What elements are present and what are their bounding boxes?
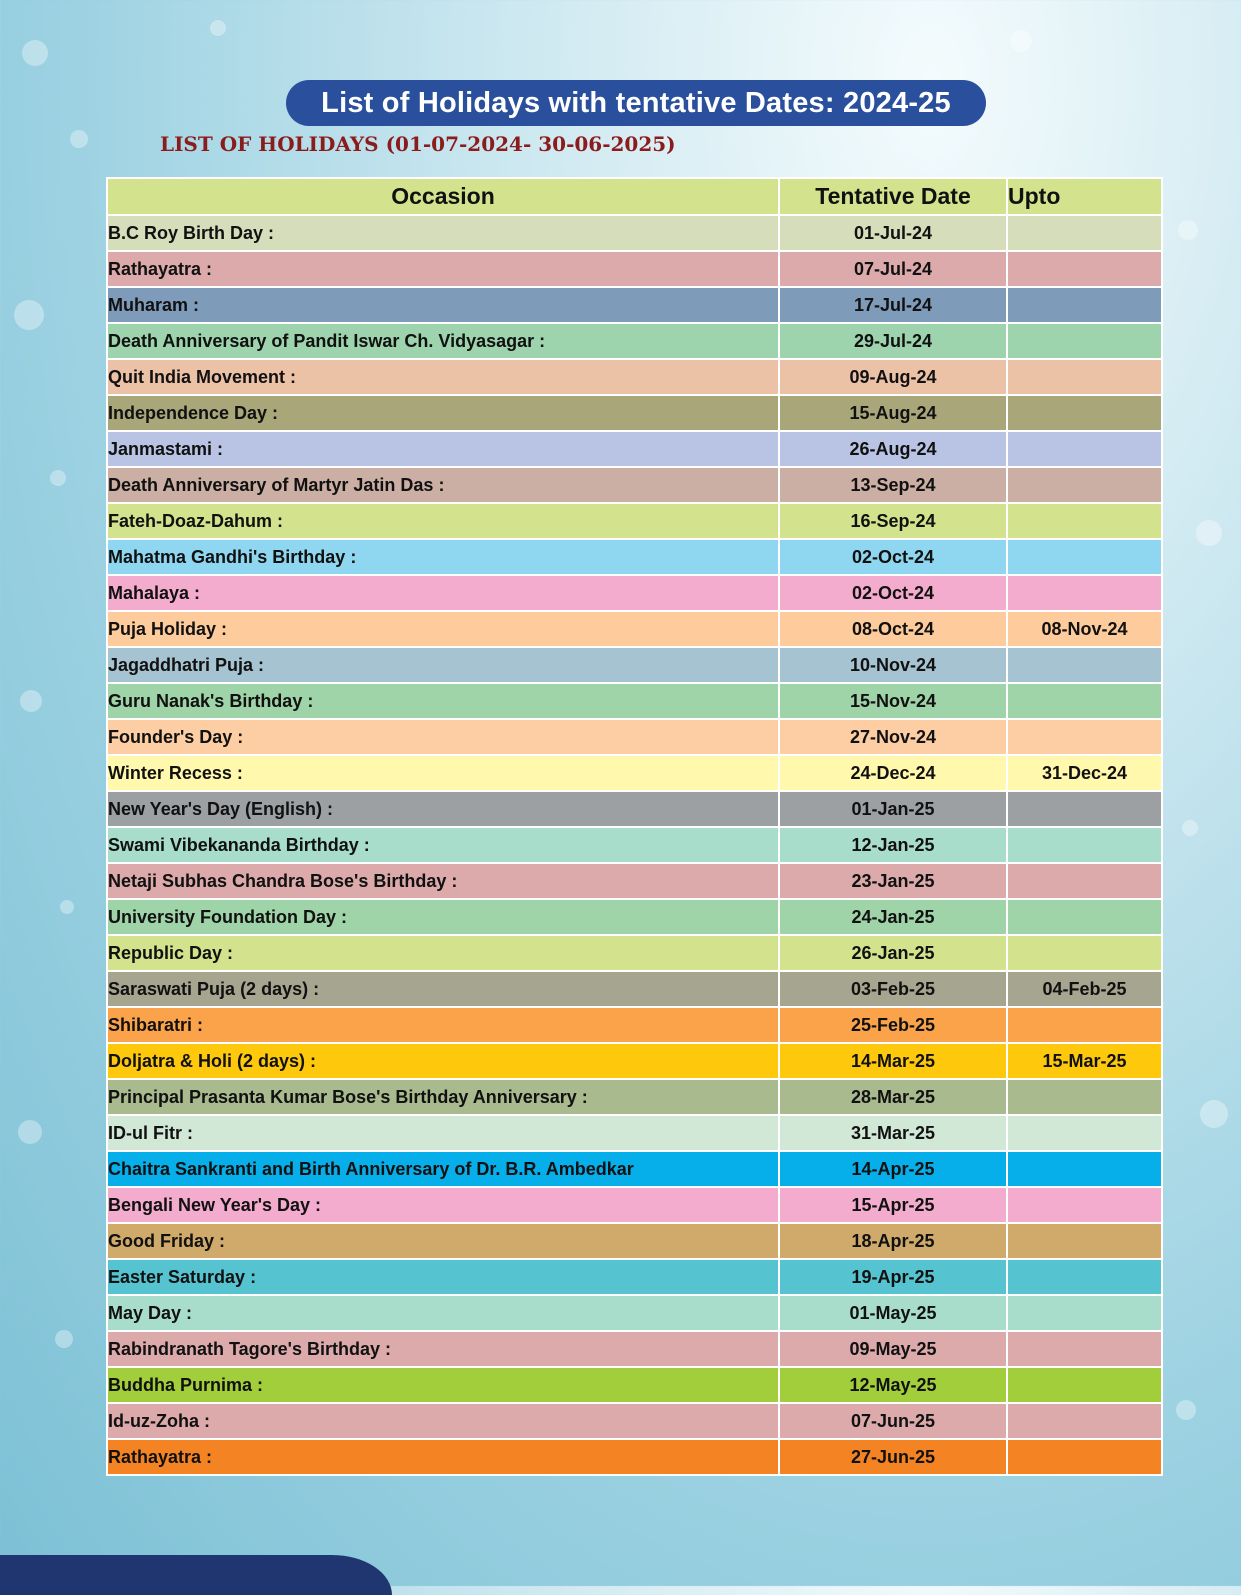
occasion-cell: Fateh-Doaz-Dahum :: [107, 503, 779, 539]
upto-cell: [1007, 899, 1162, 935]
date-cell: 18-Apr-25: [779, 1223, 1007, 1259]
column-header-date: Tentative Date: [779, 178, 1007, 215]
table-row: [107, 971, 1162, 1007]
table-row: [107, 467, 1162, 503]
date-cell: 15-Apr-25: [779, 1187, 1007, 1223]
table-row: [107, 503, 1162, 539]
footer-decoration: [0, 1555, 392, 1595]
occasion-cell: Doljatra & Holi (2 days) :: [107, 1043, 779, 1079]
occasion-cell: B.C Roy Birth Day :: [107, 215, 779, 251]
occasion-cell: Swami Vibekananda Birthday :: [107, 827, 779, 863]
upto-cell: [1007, 1223, 1162, 1259]
upto-cell: [1007, 1403, 1162, 1439]
date-cell: 02-Oct-24: [779, 539, 1007, 575]
occasion-cell: Jagaddhatri Puja :: [107, 647, 779, 683]
upto-cell: [1007, 863, 1162, 899]
upto-cell: [1007, 323, 1162, 359]
table-header-row: [107, 178, 1162, 215]
upto-cell: [1007, 1439, 1162, 1475]
upto-cell: [1007, 647, 1162, 683]
date-cell: 01-Jan-25: [779, 791, 1007, 827]
table-row: [107, 1439, 1162, 1475]
table-row: [107, 611, 1162, 647]
occasion-cell: Mahalaya :: [107, 575, 779, 611]
table-row: [107, 899, 1162, 935]
upto-cell: [1007, 1259, 1162, 1295]
occasion-cell: University Foundation Day :: [107, 899, 779, 935]
date-cell: 25-Feb-25: [779, 1007, 1007, 1043]
occasion-cell: Winter Recess :: [107, 755, 779, 791]
column-header-upto: Upto: [1007, 178, 1162, 215]
table-row: [107, 1151, 1162, 1187]
occasion-cell: Founder's Day :: [107, 719, 779, 755]
date-cell: 28-Mar-25: [779, 1079, 1007, 1115]
table-row: [107, 215, 1162, 251]
upto-cell: [1007, 719, 1162, 755]
occasion-cell: Buddha Purnima :: [107, 1367, 779, 1403]
upto-cell: [1007, 1007, 1162, 1043]
occasion-cell: ID-ul Fitr :: [107, 1115, 779, 1151]
date-cell: 01-May-25: [779, 1295, 1007, 1331]
date-cell: 03-Feb-25: [779, 971, 1007, 1007]
table-row: [107, 359, 1162, 395]
occasion-cell: Republic Day :: [107, 935, 779, 971]
table-row: [107, 827, 1162, 863]
occasion-cell: Guru Nanak's Birthday :: [107, 683, 779, 719]
table-row: [107, 1115, 1162, 1151]
occasion-cell: Netaji Subhas Chandra Bose's Birthday :: [107, 863, 779, 899]
date-cell: 24-Dec-24: [779, 755, 1007, 791]
upto-cell: [1007, 791, 1162, 827]
upto-cell: [1007, 827, 1162, 863]
page-title: List of Holidays with tentative Dates: 2024-25: [286, 80, 986, 126]
upto-cell: [1007, 1115, 1162, 1151]
page-subtitle: LIST OF HOLIDAYS (01-07-2024- 30-06-2025): [160, 132, 676, 156]
upto-cell: [1007, 1367, 1162, 1403]
upto-cell: [1007, 1331, 1162, 1367]
upto-cell: [1007, 1295, 1162, 1331]
date-cell: 26-Aug-24: [779, 431, 1007, 467]
table-row: [107, 251, 1162, 287]
upto-cell: [1007, 467, 1162, 503]
date-cell: 07-Jun-25: [779, 1403, 1007, 1439]
date-cell: 29-Jul-24: [779, 323, 1007, 359]
upto-cell: [1007, 215, 1162, 251]
upto-cell: [1007, 359, 1162, 395]
occasion-cell: Muharam :: [107, 287, 779, 323]
table-row: [107, 323, 1162, 359]
upto-cell: [1007, 935, 1162, 971]
date-cell: 16-Sep-24: [779, 503, 1007, 539]
date-cell: 10-Nov-24: [779, 647, 1007, 683]
upto-cell: [1007, 431, 1162, 467]
table-row: [107, 1295, 1162, 1331]
table-row: [107, 1259, 1162, 1295]
date-cell: 01-Jul-24: [779, 215, 1007, 251]
table-row: [107, 863, 1162, 899]
upto-cell: [1007, 1079, 1162, 1115]
date-cell: 31-Mar-25: [779, 1115, 1007, 1151]
table-row: [107, 1007, 1162, 1043]
upto-cell: 08-Nov-24: [1007, 611, 1162, 647]
upto-cell: [1007, 1151, 1162, 1187]
date-cell: 14-Apr-25: [779, 1151, 1007, 1187]
upto-cell: [1007, 251, 1162, 287]
date-cell: 27-Jun-25: [779, 1439, 1007, 1475]
occasion-cell: Rathayatra :: [107, 1439, 779, 1475]
table-row: [107, 935, 1162, 971]
table-row: [107, 287, 1162, 323]
occasion-cell: May Day :: [107, 1295, 779, 1331]
date-cell: 07-Jul-24: [779, 251, 1007, 287]
date-cell: 23-Jan-25: [779, 863, 1007, 899]
occasion-cell: Bengali New Year's Day :: [107, 1187, 779, 1223]
occasion-cell: Good Friday :: [107, 1223, 779, 1259]
occasion-cell: Rathayatra :: [107, 251, 779, 287]
upto-cell: [1007, 287, 1162, 323]
date-cell: 02-Oct-24: [779, 575, 1007, 611]
upto-cell: [1007, 395, 1162, 431]
upto-cell: 04-Feb-25: [1007, 971, 1162, 1007]
table-row: [107, 1223, 1162, 1259]
upto-cell: 15-Mar-25: [1007, 1043, 1162, 1079]
date-cell: 08-Oct-24: [779, 611, 1007, 647]
table-row: [107, 1331, 1162, 1367]
date-cell: 17-Jul-24: [779, 287, 1007, 323]
date-cell: 13-Sep-24: [779, 467, 1007, 503]
table-row: [107, 575, 1162, 611]
upto-cell: [1007, 1187, 1162, 1223]
upto-cell: [1007, 539, 1162, 575]
occasion-cell: Mahatma Gandhi's Birthday :: [107, 539, 779, 575]
date-cell: 15-Nov-24: [779, 683, 1007, 719]
date-cell: 09-Aug-24: [779, 359, 1007, 395]
table-row: [107, 719, 1162, 755]
occasion-cell: New Year's Day (English) :: [107, 791, 779, 827]
date-cell: 27-Nov-24: [779, 719, 1007, 755]
table-row: [107, 431, 1162, 467]
date-cell: 26-Jan-25: [779, 935, 1007, 971]
occasion-cell: Principal Prasanta Kumar Bose's Birthday Anniversary :: [107, 1079, 779, 1115]
occasion-cell: Easter Saturday :: [107, 1259, 779, 1295]
date-cell: 14-Mar-25: [779, 1043, 1007, 1079]
table-row: [107, 791, 1162, 827]
occasion-cell: Independence Day :: [107, 395, 779, 431]
upto-cell: 31-Dec-24: [1007, 755, 1162, 791]
date-cell: 15-Aug-24: [779, 395, 1007, 431]
occasion-cell: Janmastami :: [107, 431, 779, 467]
occasion-cell: Chaitra Sankranti and Birth Anniversary of Dr. B.R. Ambedkar: [107, 1151, 779, 1187]
occasion-cell: Quit India Movement :: [107, 359, 779, 395]
date-cell: 24-Jan-25: [779, 899, 1007, 935]
occasion-cell: Id-uz-Zoha :: [107, 1403, 779, 1439]
occasion-cell: Death Anniversary of Pandit Iswar Ch. Vidyasagar :: [107, 323, 779, 359]
occasion-cell: Shibaratri :: [107, 1007, 779, 1043]
table-row: [107, 1187, 1162, 1223]
table-row: [107, 647, 1162, 683]
table-row: [107, 683, 1162, 719]
occasion-cell: Death Anniversary of Martyr Jatin Das :: [107, 467, 779, 503]
upto-cell: [1007, 683, 1162, 719]
occasion-cell: Saraswati Puja (2 days) :: [107, 971, 779, 1007]
upto-cell: [1007, 503, 1162, 539]
table-row: [107, 755, 1162, 791]
upto-cell: [1007, 575, 1162, 611]
date-cell: 12-Jan-25: [779, 827, 1007, 863]
date-cell: 09-May-25: [779, 1331, 1007, 1367]
table-row: [107, 1403, 1162, 1439]
table-row: [107, 395, 1162, 431]
table-row: [107, 1043, 1162, 1079]
holiday-table: [106, 177, 1163, 1476]
date-cell: 12-May-25: [779, 1367, 1007, 1403]
table-row: [107, 1079, 1162, 1115]
table-row: [107, 1367, 1162, 1403]
column-header-occasion: Occasion: [107, 178, 779, 215]
date-cell: 19-Apr-25: [779, 1259, 1007, 1295]
occasion-cell: Puja Holiday :: [107, 611, 779, 647]
occasion-cell: Rabindranath Tagore's Birthday :: [107, 1331, 779, 1367]
table-row: [107, 539, 1162, 575]
